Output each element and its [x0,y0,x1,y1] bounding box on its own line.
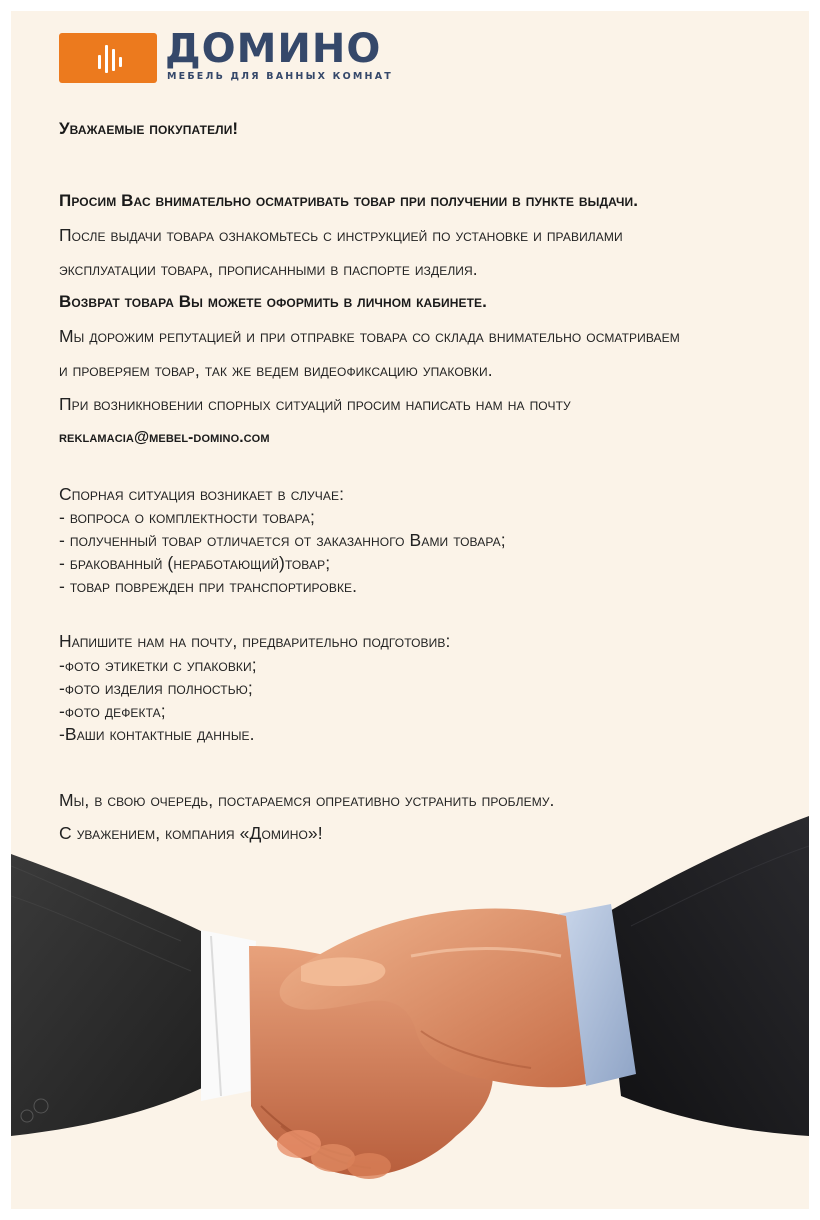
brand-tagline: МЕБЕЛЬ ДЛЯ ВАННЫХ КОМНАТ [167,71,393,82]
greeting: Уважаемые покупатели! [59,119,239,138]
left-cuff [201,930,256,1101]
reputation-line-1: Мы дорожим репутацией и при отправке товара со склада внимательно осматриваем [59,326,680,346]
instructions-line-1: После выдачи товара ознакомьтесь с инструкцией по установке и правилами [59,225,623,245]
cases-title: Спорная ситуация возникает в случае: [59,484,345,504]
reputation-line-2: и проверяем товар, так же ведем видеофиксацию упаковки. [59,360,493,380]
brand-logo [59,26,409,87]
instructions-line-2: эксплуатации товара, прописанными в паспорте изделия. [59,259,478,279]
prepare-item: -фото дефекта; [59,701,166,721]
prepare-item: -фото этикетки с упаковки; [59,655,257,675]
inspect-notice: Просим Вас внимательно осматривать товар при получении в пункте выдачи. [59,191,639,210]
brand-name: ДОМИНО [165,26,382,72]
disputes-intro: При возникновении спорных ситуаций просим написать нам на почту [59,394,571,414]
case-item: - полученный товар отличается от заказанного Вами товара; [59,530,506,550]
prepare-item: -Ваши контактные данные. [59,724,255,744]
case-item: - товар поврежден при транспортировке. [59,576,358,596]
case-item: - бракованный (неработающий)товар; [59,553,331,573]
closing-signature: С уважением, компания «Домино»! [59,823,323,843]
letter-card [11,11,809,1209]
prepare-item: -фото изделия полностью; [59,678,253,698]
handshake-image [11,806,809,1209]
right-sleeve [601,816,809,1136]
closing-line-1: Мы, в свою очередь, постараемся опреативно устранить проблему. [59,790,555,810]
return-notice: Возврат товара Вы можете оформить в личном кабинете. [59,292,487,311]
support-email-link[interactable]: reklamacia@mebel-domino.com [59,429,270,446]
left-sleeve [11,854,226,1136]
case-item: - вопроса о комплектности товара; [59,507,315,527]
logo-mark-icon [59,33,157,83]
prepare-title: Напишите нам на почту, предварительно подготовив: [59,631,451,651]
